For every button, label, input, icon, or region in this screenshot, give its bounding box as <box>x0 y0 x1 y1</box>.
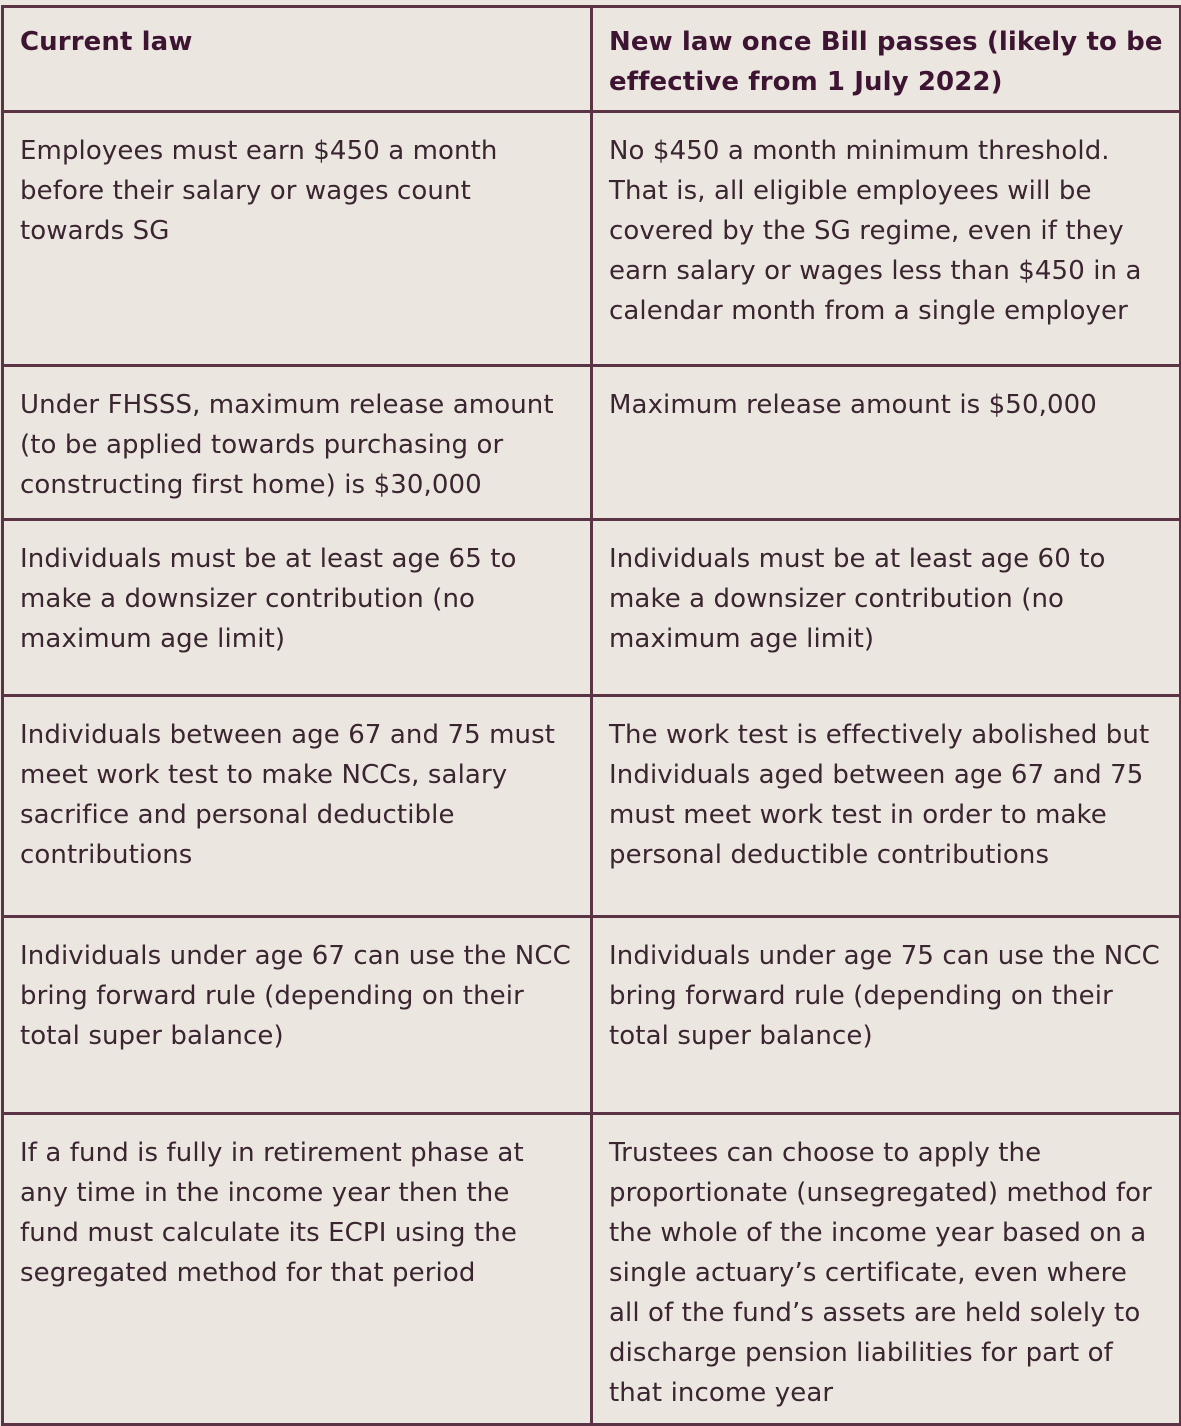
current-law-cell: Under FHSSS, maximum release amount (to be applied towards purchasing or constructing first home) is $30,000 <box>3 366 592 520</box>
new-law-cell: Maximum release amount is $50,000 <box>592 366 1181 520</box>
table-row <box>3 917 1181 1114</box>
table-row <box>3 1114 1181 1425</box>
new-law-cell: Individuals must be at least age 60 to make a downsizer contribution (no maximum age limit) <box>592 520 1181 696</box>
new-law-cell: Individuals under age 75 can use the NCC bring forward rule (depending on their total super balance) <box>592 917 1181 1114</box>
law-comparison-table <box>1 5 1181 1426</box>
new-law-cell: The work test is effectively abolished but Individuals aged between age 67 and 75 must meet work test in order to make personal deductible contributions <box>592 696 1181 917</box>
header-new-law: New law once Bill passes (likely to be effective from 1 July 2022) <box>592 7 1181 112</box>
table-header-row <box>3 7 1181 112</box>
new-law-cell: Trustees can choose to apply the proportionate (unsegregated) method for the whole of the income year based on a single actuary’s certificate, even where all of the fund’s assets are held solely to discharge pension liabilities for part of that income year <box>592 1114 1181 1425</box>
current-law-cell: Individuals must be at least age 65 to make a downsizer contribution (no maximum age limit) <box>3 520 592 696</box>
header-current-law: Current law <box>3 7 592 112</box>
current-law-cell: Employees must earn $450 a month before their salary or wages count towards SG <box>3 112 592 366</box>
table-row <box>3 520 1181 696</box>
current-law-cell: Individuals under age 67 can use the NCC bring forward rule (depending on their total super balance) <box>3 917 592 1114</box>
table-row <box>3 696 1181 917</box>
new-law-cell: No $450 a month minimum threshold. That is, all eligible employees will be covered by the SG regime, even if they earn salary or wages less than $450 in a calendar month from a single employer <box>592 112 1181 366</box>
table-row <box>3 112 1181 366</box>
table-row <box>3 366 1181 520</box>
current-law-cell: If a fund is fully in retirement phase at any time in the income year then the fund must calculate its ECPI using the segregated method for that period <box>3 1114 592 1425</box>
current-law-cell: Individuals between age 67 and 75 must meet work test to make NCCs, salary sacrifice and personal deductible contributions <box>3 696 592 917</box>
